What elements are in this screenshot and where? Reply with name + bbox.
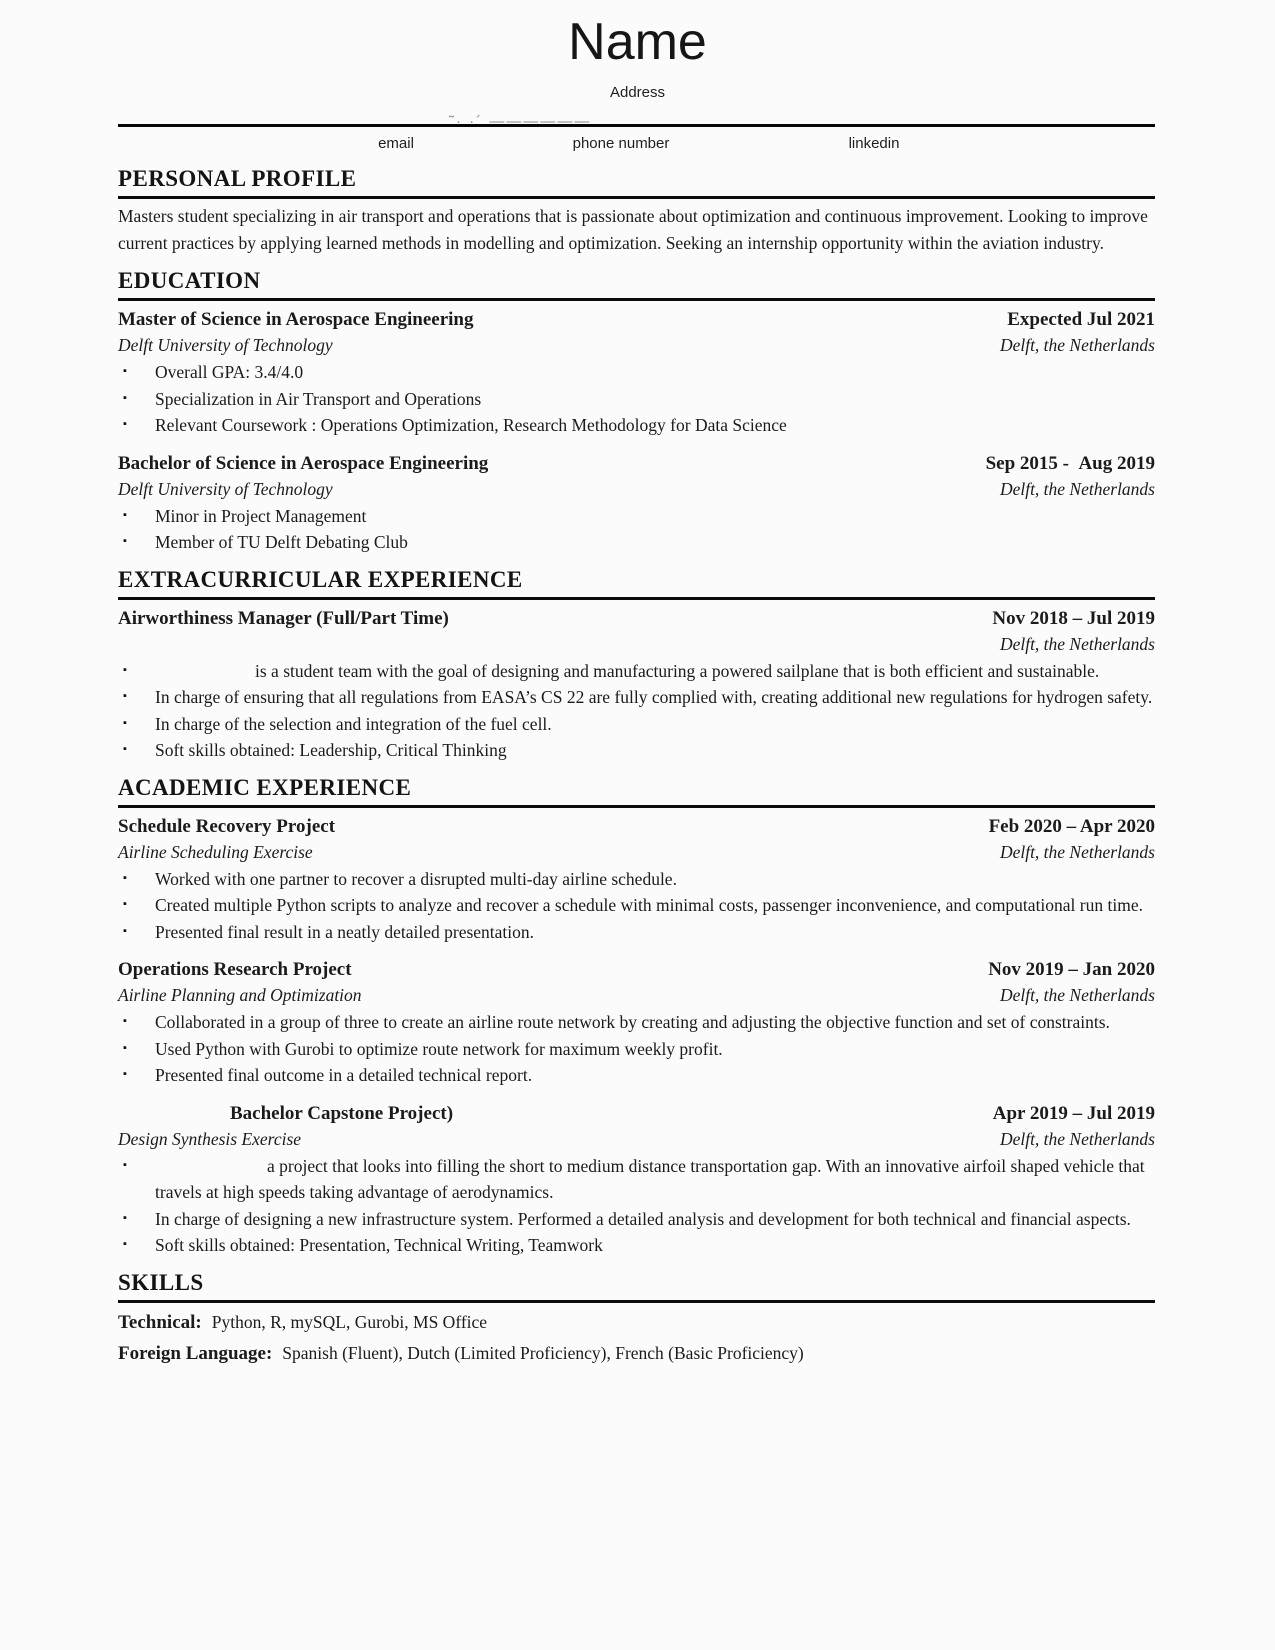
- list-item: ▪ a project that looks into filling the short to medium distance transportation gap. With an innovative airfoil shaped vehicle that travels at high speeds taking advantage of aerodynamics.: [118, 1153, 1155, 1206]
- bullet-square-icon: ▪: [123, 1068, 127, 1080]
- subtitle-text: Airline Scheduling Exercise: [118, 841, 313, 862]
- candidate-name: Name: [568, 13, 707, 71]
- list-item: ▪ Presented final outcome in a detailed technical report.: [118, 1062, 1155, 1089]
- location-text: Delft, the Netherlands: [999, 985, 1155, 1005]
- bullet-square-icon: ▪: [123, 1015, 127, 1027]
- project-title: Bachelor Capstone Project): [118, 1101, 453, 1127]
- academic-entry-operations-research: [118, 957, 1155, 1089]
- project-title: Schedule Recovery Project: [118, 815, 336, 837]
- academic-entry-bachelor-capstone: [118, 1101, 1155, 1259]
- bullet-square-icon: ▪: [123, 690, 127, 702]
- bullet-square-icon: ▪: [123, 1158, 127, 1171]
- subtitle-text: Design Synthesis Exercise: [118, 1128, 302, 1149]
- bullet-square-icon: ▪: [123, 898, 127, 910]
- redacted-name-gap: [155, 676, 255, 677]
- date-range: Nov 2018 – Jul 2019: [992, 607, 1155, 629]
- bullet-square-icon: ▪: [123, 924, 127, 937]
- date-range: Expected Jul 2021: [1007, 309, 1155, 330]
- list-item: ▪ Collaborated in a group of three to create an airline route network by creating and adjusting the objective function and set of constraints.: [118, 1009, 1155, 1036]
- skill-list: Python, R, mySQL, Gurobi, MS Office: [211, 1311, 488, 1332]
- subtitle-text: Airline Planning and Optimization: [118, 985, 362, 1005]
- list-item: ▪ Used Python with Gurobi to optimize route network for maximum weekly profit.: [118, 1036, 1155, 1063]
- phone-label: phone number: [572, 135, 670, 152]
- education-entry-msc: [118, 307, 1155, 439]
- address-line: Address: [609, 84, 666, 101]
- profile-paragraph: Masters student specializing in air transport and operations that is passionate about optimization and continuous improvement. Looking to improve current practices by applying learned methods in modelling and optimization. Seeking an internship opportunity within the aviation industry.: [118, 206, 1148, 253]
- date-range: Feb 2020 – Apr 2020: [988, 815, 1155, 837]
- role-title: Airworthiness Manager (Full/Part Time): [118, 607, 449, 629]
- section-heading-education: EDUCATION: [118, 268, 1155, 301]
- section-heading-personal-profile: PERSONAL PROFILE: [118, 166, 1155, 199]
- degree-title: Master of Science in Aerospace Engineering: [118, 309, 474, 330]
- list-item: ▪ Minor in Project Management: [118, 503, 1155, 530]
- bullet-square-icon: ▪: [123, 508, 127, 521]
- extracurricular-entry: [118, 606, 1155, 764]
- education-entry-bsc: [118, 451, 1155, 556]
- linkedin-label: linkedin: [848, 135, 900, 152]
- skill-list: Spanish (Fluent), Dutch (Limited Proficiency), French (Basic Proficiency): [282, 1342, 804, 1363]
- bullet-square-icon: ▪: [123, 391, 127, 404]
- skill-category-label: Foreign Language:: [118, 1342, 273, 1364]
- location-text: Delft, the Netherlands: [999, 633, 1155, 654]
- header-divider: [118, 124, 1155, 127]
- list-item: ▪ Created multiple Python scripts to analyze and recover a schedule with minimal costs, passenger inconvenience, and computational run time.: [118, 892, 1155, 919]
- academic-entry-schedule-recovery: [118, 814, 1155, 946]
- skills-technical-row: [118, 1307, 1155, 1338]
- redacted-name-gap: [155, 1171, 267, 1172]
- bullet-square-icon: ▪: [123, 1041, 127, 1054]
- contact-row: [118, 135, 1155, 155]
- section-heading-academic: ACADEMIC EXPERIENCE: [118, 775, 1155, 808]
- date-range: Apr 2019 – Jul 2019: [992, 1102, 1155, 1124]
- project-title: Operations Research Project: [118, 959, 352, 980]
- list-item: ▪ Relevant Coursework : Operations Optimization, Research Methodology for Data Science: [118, 412, 1155, 439]
- redacted-text-remnant: ˜· ·´ ——————: [449, 113, 592, 130]
- section-heading-skills: SKILLS: [118, 1270, 1155, 1303]
- bullet-square-icon: ▪: [123, 716, 127, 729]
- page-content: [0, 124, 1275, 1369]
- bullet-square-icon: ▪: [123, 663, 127, 676]
- redacted-line-zone: [0, 102, 1275, 130]
- list-item: ▪ Soft skills obtained: Presentation, Technical Writing, Teamwork: [118, 1232, 1155, 1259]
- location-text: Delft, the Netherlands: [999, 841, 1155, 862]
- bullet-square-icon: ▪: [123, 871, 127, 884]
- list-item: ▪ Soft skills obtained: Leadership, Critical Thinking: [118, 737, 1155, 764]
- bullet-square-icon: ▪: [123, 743, 127, 755]
- list-item: ▪ Specialization in Air Transport and Operations: [118, 386, 1155, 413]
- list-item: ▪ Overall GPA: 3.4/4.0: [118, 359, 1155, 386]
- location-text: Delft, the Netherlands: [999, 478, 1155, 499]
- date-range: Sep 2015 - Aug 2019: [985, 452, 1155, 474]
- redacted-name-gap: [118, 1118, 230, 1119]
- bullet-square-icon: ▪: [123, 535, 127, 547]
- bullet-square-icon: ▪: [123, 1238, 127, 1250]
- bullet-square-icon: ▪: [123, 365, 127, 377]
- list-item: ▪ is a student team with the goal of designing and manufacturing a powered sailplane that is both efficient and sustainable.: [118, 658, 1155, 685]
- list-item: ▪ Member of TU Delft Debating Club: [118, 529, 1155, 556]
- institution-name: Delft University of Technology: [118, 335, 333, 355]
- list-item: ▪ Worked with one partner to recover a disrupted multi-day airline schedule.: [118, 866, 1155, 893]
- list-item: ▪ In charge of ensuring that all regulations from EASA’s CS 22 are fully complied with, creating additional new regulations for hydrogen safety.: [118, 684, 1155, 711]
- email-label: email: [378, 135, 414, 152]
- list-item: ▪ In charge of the selection and integration of the fuel cell.: [118, 711, 1155, 738]
- institution-name: Delft University of Technology: [118, 478, 333, 499]
- list-item: ▪ Presented final result in a neatly detailed presentation.: [118, 919, 1155, 946]
- section-heading-extracurricular: EXTRACURRICULAR EXPERIENCE: [118, 567, 1155, 600]
- skills-language-row: [118, 1338, 1155, 1369]
- list-item: ▪ In charge of designing a new infrastructure system. Performed a detailed analysis and development for both technical and financial aspects.: [118, 1206, 1155, 1233]
- bullet-square-icon: ▪: [123, 1211, 127, 1224]
- degree-title: Bachelor of Science in Aerospace Engineering: [118, 452, 489, 474]
- date-range: Nov 2019 – Jan 2020: [988, 959, 1155, 980]
- resume-header: [0, 0, 1275, 130]
- location-text: Delft, the Netherlands: [999, 1128, 1155, 1149]
- bullet-square-icon: ▪: [123, 418, 127, 430]
- location-text: Delft, the Netherlands: [999, 335, 1155, 355]
- skill-category-label: Technical:: [118, 1311, 202, 1333]
